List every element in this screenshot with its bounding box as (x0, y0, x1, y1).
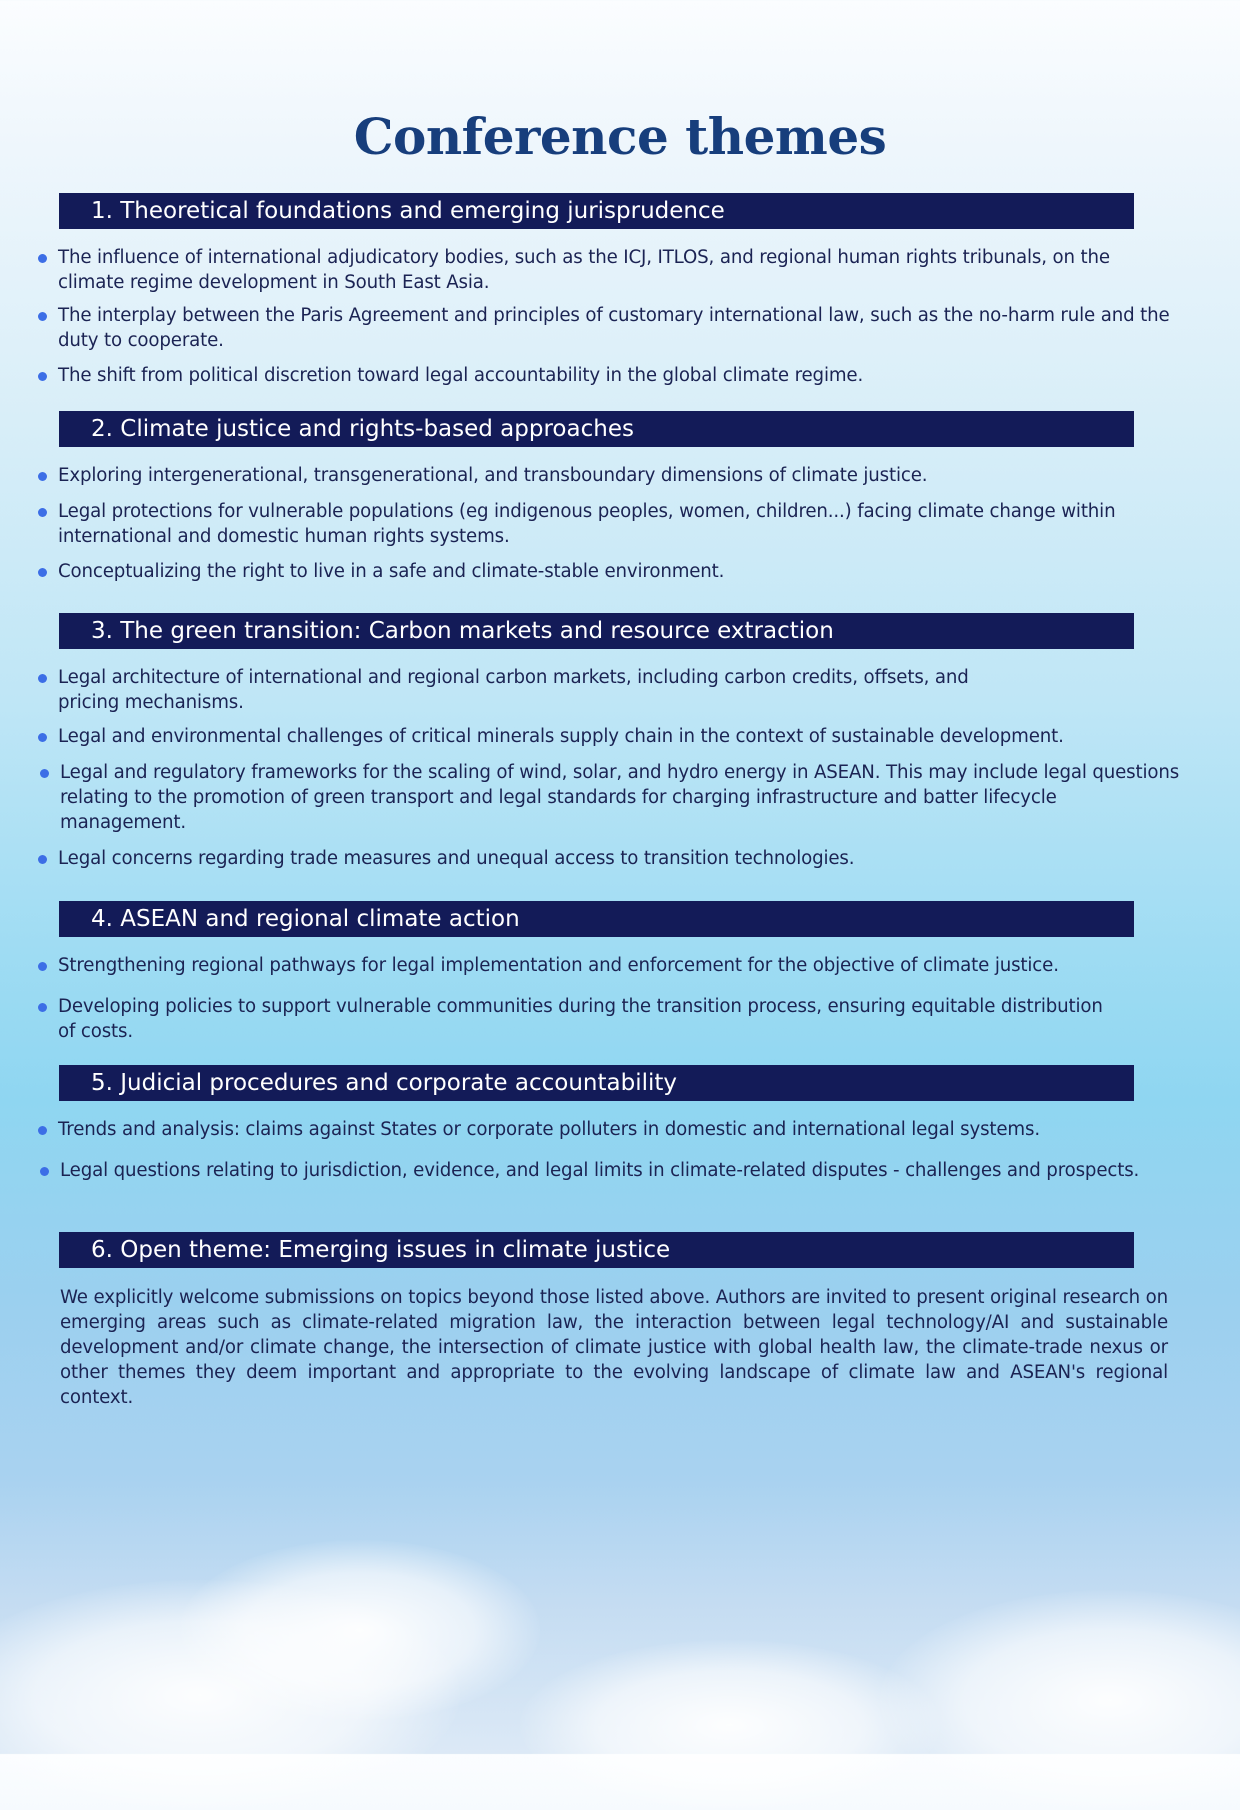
bullet-icon (38, 372, 47, 381)
bullet-icon (38, 674, 47, 683)
bullet-icon (38, 312, 47, 321)
page-title: Conference themes (353, 107, 887, 166)
open-theme-paragraph: We explicitly welcome submissions on topics beyond those listed above. Authors are invited to present original research on emerging areas such as climate-related migration law, the interaction between legal technology/AI and sustainable development and/or climate change, the intersection of climate justice with global health law, the climate-trade nexus or other themes they deem important and appropriate to the evolving landscape of climate law and ASEAN's regional context. (60, 1287, 1168, 1408)
list-item: Strengthening regional pathways for legal implementation and enforcement for the objective of climate justice. (58, 953, 1180, 978)
bullet-icon (40, 1167, 49, 1176)
list-item: Trends and analysis: claims against States or corporate polluters in domestic and international legal systems. (58, 1117, 1180, 1142)
section-heading-4: 4. ASEAN and regional climate action (59, 901, 1134, 937)
list-item: The interplay between the Paris Agreement and principles of customary international law, such as the no-harm rule and the duty to cooperate. (58, 303, 1180, 353)
section-heading-3: 3. The green transition: Carbon markets and resource extraction (59, 613, 1134, 649)
bullet-icon (38, 855, 47, 864)
bullet-icon (38, 962, 47, 971)
bullet-icon (38, 733, 47, 742)
list-item: Legal concerns regarding trade measures and unequal access to transition technologies. (58, 846, 1180, 871)
bullet-icon (40, 769, 49, 778)
list-item: Conceptualizing the right to live in a safe and climate-stable environment. (58, 559, 1180, 584)
list-item: The influence of international adjudicatory bodies, such as the ICJ, ITLOS, and regional human rights tribunals, on the climate regime development in South East Asia. (58, 245, 1180, 295)
bullet-icon (38, 508, 47, 517)
bullet-icon (38, 1003, 47, 1012)
list-item: The shift from political discretion toward legal accountability in the global climate regime. (58, 363, 1180, 388)
list-item: Legal protections for vulnerable populations (eg indigenous peoples, women, children...) facing climate change within international and domestic human rights systems. (58, 499, 1180, 549)
bullet-icon (38, 254, 47, 263)
list-item: Exploring intergenerational, transgenerational, and transboundary dimensions of climate justice. (58, 463, 1180, 488)
section-heading-6: 6. Open theme: Emerging issues in climate justice (59, 1232, 1134, 1268)
bullet-icon (38, 1126, 47, 1135)
list-item: Legal questions relating to jurisdiction, evidence, and legal limits in climate-related disputes - challenges and prospects. (60, 1158, 1140, 1183)
list-item: Legal architecture of international and regional carbon markets, including carbon credits, offsets, and pricing mechanisms. (58, 665, 1018, 715)
bullet-icon (38, 568, 47, 577)
section-heading-2: 2. Climate justice and rights-based approaches (59, 411, 1134, 447)
bullet-icon (38, 472, 47, 481)
list-item: Legal and regulatory frameworks for the scaling of wind, solar, and hydro energy in ASEAN. This may include legal questions relating to the promotion of green transport and legal standards for charging infrastructure and batter lifecycle management. (60, 760, 1180, 835)
section-heading-1: 1. Theoretical foundations and emerging jurisprudence (59, 193, 1134, 229)
section-heading-5: 5. Judicial procedures and corporate accountability (59, 1065, 1134, 1101)
list-item: Legal and environmental challenges of critical minerals supply chain in the context of sustainable development. (58, 724, 1180, 749)
list-item: Developing policies to support vulnerable communities during the transition process, ensuring equitable distribution of costs. (58, 994, 1108, 1044)
